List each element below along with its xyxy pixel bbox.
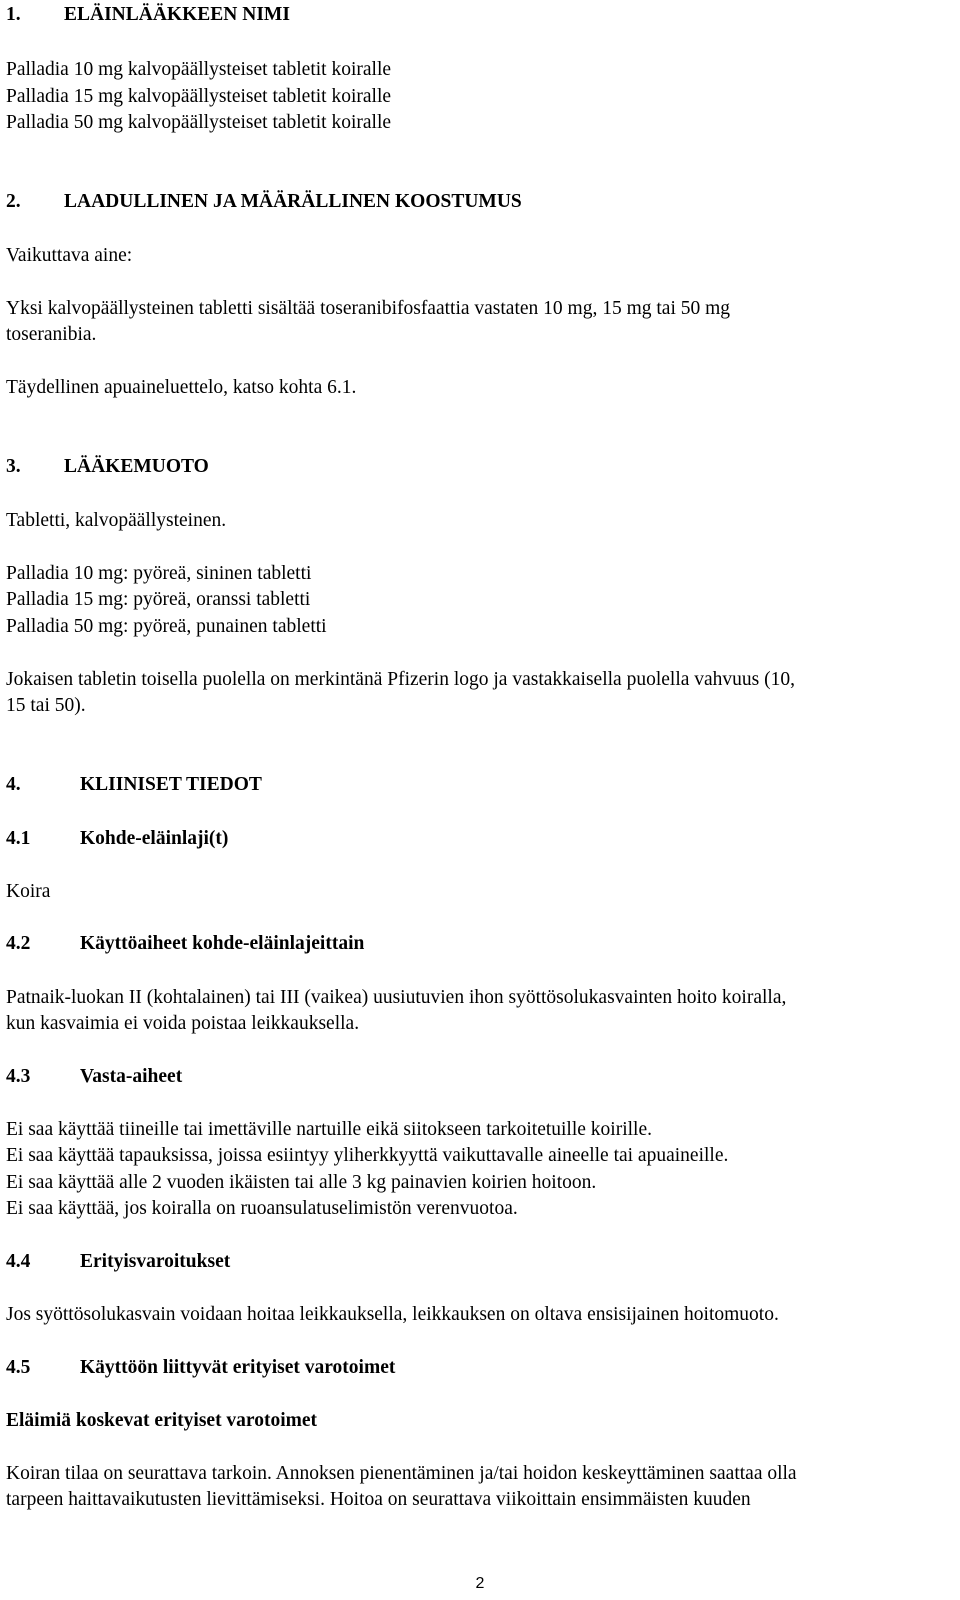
section-number: 4. xyxy=(6,774,21,795)
subsection-number: 4.3 xyxy=(6,1066,31,1087)
section-4-heading xyxy=(6,772,262,798)
tablet-description: Palladia 10 mg: pyöreä, sininen tabletti xyxy=(6,563,312,584)
section-number: 2. xyxy=(6,191,21,212)
contraindication-line: Ei saa käyttää, jos koiralla on ruoansulatuselimistön verenvuotoa. xyxy=(6,1198,518,1219)
subsection-title: Käyttöaiheet kohde-eläinlajeittain xyxy=(80,933,365,954)
subsection-4-3-heading xyxy=(6,1064,182,1090)
tablet-description: Palladia 15 mg: pyöreä, oranssi tabletti xyxy=(6,589,311,610)
subsection-4-1-heading xyxy=(6,826,228,852)
target-species: Koira xyxy=(6,881,51,902)
precaution-line: Koiran tilaa on seurattava tarkoin. Annoksen pienentäminen ja/tai hoidon keskeyttäminen saattaa olla xyxy=(6,1463,797,1484)
subsection-4-5-heading xyxy=(6,1355,395,1381)
product-name: Palladia 15 mg kalvopäällysteiset tabletit koiralle xyxy=(6,86,392,107)
subsection-title: Erityisvaroitukset xyxy=(80,1251,231,1272)
subsection-number: 4.5 xyxy=(6,1357,31,1378)
special-warning: Jos syöttösolukasvain voidaan hoitaa leikkauksella, leikkauksen on oltava ensisijainen hoitomuoto. xyxy=(6,1304,779,1325)
subsection-title: Käyttöön liittyvät erityiset varotoimet xyxy=(80,1357,396,1378)
section-title: ELÄINLÄÄKKEEN NIMI xyxy=(64,4,290,25)
section-2-heading xyxy=(6,189,522,215)
page-number: 2 xyxy=(475,1575,485,1592)
composition-line: Yksi kalvopäällysteinen tabletti sisältää toseranibifosfaattia vastaten 10 mg, 15 mg tai 50 mg xyxy=(6,298,731,319)
pharmaceutical-form: Tabletti, kalvopäällysteinen. xyxy=(6,510,227,531)
tablet-marking: Jokaisen tabletin toisella puolella on merkintänä Pfizerin logo ja vastakkaisella puolella vahvuus (10, xyxy=(6,669,795,690)
product-name: Palladia 50 mg kalvopäällysteiset tabletit koiralle xyxy=(6,112,392,133)
contraindication-line: Ei saa käyttää tiineille tai imettäville nartuille eikä siitokseen tarkoitetuille koirille. xyxy=(6,1119,652,1140)
subsection-number: 4.2 xyxy=(6,933,31,954)
indication-line: Patnaik-luokan II (kohtalainen) tai III (vaikea) uusiutuvien ihon syöttösolukasvainten hoito koiralla, xyxy=(6,987,787,1008)
subsection-4-4-heading xyxy=(6,1249,230,1275)
subsection-4-2-heading xyxy=(6,931,364,957)
tablet-marking: 15 tai 50). xyxy=(6,695,86,716)
precautions-subheading: Eläimiä koskevat erityiset varotoimet xyxy=(6,1410,318,1431)
section-title: LÄÄKEMUOTO xyxy=(64,456,209,477)
excipients-reference: Täydellinen apuaineluettelo, katso kohta 6.1. xyxy=(6,377,357,398)
section-title: KLIINISET TIEDOT xyxy=(80,774,262,795)
subsection-number: 4.1 xyxy=(6,828,31,849)
subsection-title: Kohde-eläinlaji(t) xyxy=(80,828,229,849)
section-title: LAADULLINEN JA MÄÄRÄLLINEN KOOSTUMUS xyxy=(64,191,522,212)
product-name: Palladia 10 mg kalvopäällysteiset tabletit koiralle xyxy=(6,59,392,80)
active-substance-label: Vaikuttava aine: xyxy=(6,245,133,266)
tablet-description: Palladia 50 mg: pyöreä, punainen tabletti xyxy=(6,616,327,637)
indication-line: kun kasvaimia ei voida poistaa leikkauksella. xyxy=(6,1013,360,1034)
section-1-heading xyxy=(6,2,290,28)
precaution-line: tarpeen haittavaikutusten lievittämiseksi. Hoitoa on seurattava viikoittain ensimmäisten kuuden xyxy=(6,1489,751,1510)
section-3-heading xyxy=(6,454,209,480)
contraindication-line: Ei saa käyttää tapauksissa, joissa esiintyy yliherkkyyttä vaikuttavalle aineelle tai apuaineille. xyxy=(6,1145,729,1166)
subsection-title: Vasta-aiheet xyxy=(80,1066,183,1087)
composition-line: toseranibia. xyxy=(6,324,97,345)
section-number: 1. xyxy=(6,4,21,25)
contraindication-line: Ei saa käyttää alle 2 vuoden ikäisten tai alle 3 kg painavien koirien hoitoon. xyxy=(6,1172,597,1193)
subsection-number: 4.4 xyxy=(6,1251,31,1272)
section-number: 3. xyxy=(6,456,21,477)
